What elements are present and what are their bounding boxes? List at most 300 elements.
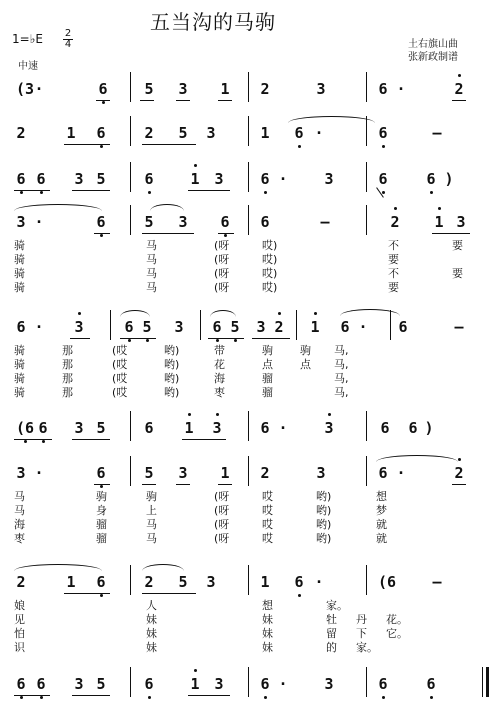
octave-dot-low (40, 191, 43, 194)
bar-line (130, 456, 131, 486)
note: 6 (378, 80, 388, 98)
lyric-syllable: 不 (388, 239, 399, 252)
note: (6 (14, 419, 36, 437)
lyric-syllable: 那 (62, 344, 73, 357)
note: – (432, 573, 442, 591)
lyric-syllable: 枣 (214, 386, 225, 399)
note: 2 (388, 213, 402, 231)
note: 2 (452, 464, 466, 482)
note: 5 (178, 124, 188, 142)
note: 6 (398, 318, 408, 336)
note: 3 (72, 318, 86, 336)
octave-dot-low (100, 594, 103, 597)
note: ) (424, 419, 434, 437)
lyric-syllable: 留 (326, 627, 337, 640)
lyric-syllable: 马 (146, 518, 157, 531)
lyric-syllable: (呀 (214, 490, 230, 503)
lyric-syllable: 哎 (262, 490, 273, 503)
octave-dot-low (264, 696, 267, 699)
lyric-syllable: 下 (356, 627, 367, 640)
lyric-syllable: 妹 (146, 613, 157, 626)
rhythm-underline (14, 695, 50, 696)
rhythm-underline (188, 695, 230, 696)
note: – (454, 318, 464, 336)
rhythm-underline (14, 439, 52, 440)
note: 2 (144, 124, 154, 142)
key-signature: 1=♭E (12, 32, 43, 46)
note: 1 (308, 318, 322, 336)
rhythm-underline (218, 233, 234, 234)
lyric-syllable: 身 (96, 504, 107, 517)
bar-line (130, 667, 131, 697)
note: · (396, 80, 406, 98)
note: 2 (260, 464, 270, 482)
lyric-syllable: 骑 (14, 281, 25, 294)
rhythm-underline (96, 100, 110, 101)
rhythm-underline (120, 338, 156, 339)
lyric-syllable: 哎) (262, 253, 278, 266)
lyric-syllable: 马, (334, 344, 349, 357)
note: 6 (340, 318, 350, 336)
note: 1 (188, 170, 202, 188)
rhythm-underline (142, 233, 194, 234)
octave-dot-high (394, 207, 397, 210)
note: 6 (34, 170, 48, 188)
rhythm-underline (188, 190, 230, 191)
lyric-syllable: 骑 (14, 239, 25, 252)
lyric-syllable: 妹 (146, 627, 157, 640)
note: · (34, 318, 44, 336)
lyric-syllable: 哎) (262, 267, 278, 280)
lyric-syllable: 骑 (14, 253, 25, 266)
octave-dot-high (188, 413, 191, 416)
score-system-8 (0, 573, 500, 654)
octave-dot-low (20, 191, 23, 194)
note: 5 (96, 419, 106, 437)
lyric-syllable: 要 (388, 253, 399, 266)
octave-dot-low (148, 696, 151, 699)
lyric-syllable: 那 (62, 358, 73, 371)
lyric-syllable: 马 (146, 281, 157, 294)
rhythm-underline (208, 338, 244, 339)
note: 5 (96, 170, 106, 188)
octave-dot-low (102, 101, 105, 104)
lyric-syllable: 妹 (262, 641, 273, 654)
note: 5 (144, 464, 154, 482)
slur (376, 455, 458, 462)
rhythm-underline (72, 439, 110, 440)
rhythm-underline (94, 484, 110, 485)
lyric-syllable: 妹 (262, 613, 273, 626)
slur (120, 310, 150, 317)
octave-dot-low (42, 440, 45, 443)
bar-line (130, 205, 131, 235)
lyric-syllable: 驹 (96, 490, 107, 503)
lyric-syllable: 就 (376, 532, 387, 545)
octave-dot-low (382, 696, 385, 699)
lyric-syllable: (呀 (214, 239, 230, 252)
bar-line (130, 116, 131, 146)
slur (210, 310, 236, 317)
lyric-syllable: 哟) (164, 372, 180, 385)
note: 1 (220, 464, 230, 482)
lyric-syllable: 枣 (14, 532, 25, 545)
score-system-6 (0, 419, 500, 439)
note: 3 (324, 170, 334, 188)
note: 6 (292, 124, 306, 142)
lyric-syllable: 哟) (164, 386, 180, 399)
note: 6 (210, 318, 224, 336)
note: 3 (16, 464, 26, 482)
lyric-syllable: 要 (388, 281, 399, 294)
lyric-syllable: 梦 (376, 504, 387, 517)
lyric-syllable: (呀 (214, 281, 230, 294)
score-system-9 (0, 675, 500, 695)
tempo-marking: 中速 (18, 61, 38, 72)
note: 6 (260, 213, 270, 231)
octave-dot-low (40, 696, 43, 699)
note: 5 (140, 318, 154, 336)
note: ) (444, 170, 454, 188)
bar-line (248, 456, 249, 486)
lyric-syllable: 马, (334, 358, 349, 371)
bar-line (366, 565, 367, 595)
lyric-syllable: (呀 (214, 267, 230, 280)
bar-line (248, 667, 249, 697)
note: · (34, 80, 44, 98)
rhythm-underline (142, 144, 196, 145)
bar-line (366, 72, 367, 102)
lyric-syllable: (哎 (112, 386, 128, 399)
note: 6 (424, 170, 438, 188)
octave-dot-high (194, 164, 197, 167)
lyric-syllable: 点 (300, 358, 311, 371)
bar-line (248, 205, 249, 235)
score-system-1 (0, 80, 500, 100)
slur (340, 309, 400, 316)
lyric-syllable: 要 (452, 239, 463, 252)
note: 6 (258, 170, 272, 188)
note: 1 (220, 80, 230, 98)
octave-dot-low (148, 191, 151, 194)
bar-line (248, 116, 249, 146)
lyric-syllable: 马 (146, 267, 157, 280)
octave-dot-low (100, 485, 103, 488)
bar-line (248, 162, 249, 192)
note: 5 (144, 213, 154, 231)
note: 2 (16, 573, 26, 591)
rhythm-underline (252, 338, 290, 339)
octave-dot-low (100, 145, 103, 148)
note: · (278, 170, 288, 188)
lyric-syllable: (哎 (112, 372, 128, 385)
bar-line (110, 310, 111, 340)
slur (14, 564, 102, 571)
lyric-syllable: 就 (376, 518, 387, 531)
note: 6 (94, 464, 108, 482)
slur (14, 204, 102, 211)
lyric-syllable: 人 (146, 599, 157, 612)
octave-dot-low (298, 594, 301, 597)
lyric-syllable: (哎 (112, 358, 128, 371)
lyric-syllable: 骝 (262, 386, 273, 399)
note: 6 (96, 80, 110, 98)
lyric-syllable: 哎 (262, 518, 273, 531)
lyric-syllable: 哟) (316, 490, 332, 503)
lyric-syllable: 海 (214, 372, 225, 385)
bar-line (482, 667, 483, 697)
bar-line (130, 565, 131, 595)
lyric-syllable: 见 (14, 613, 25, 626)
note: 6 (376, 124, 390, 142)
lyric-syllable: 骑 (14, 267, 25, 280)
note: 3 (178, 464, 188, 482)
note: (6 (377, 573, 397, 591)
octave-dot-high (328, 413, 331, 416)
note: · (34, 213, 44, 231)
score-system-5 (0, 318, 500, 399)
lyric-syllable: 骑 (14, 358, 25, 371)
note: 3 (16, 213, 26, 231)
note: 6 (378, 464, 388, 482)
lyric-syllable: 哟) (316, 532, 332, 545)
note: · (314, 573, 324, 591)
bar-line (130, 72, 131, 102)
lyric-syllable: (呀 (214, 253, 230, 266)
note: 3 (174, 318, 184, 336)
note: 3 (74, 675, 84, 693)
rhythm-underline (176, 484, 190, 485)
rhythm-underline (432, 233, 470, 234)
octave-dot-low (24, 440, 27, 443)
lyric-syllable: 娘 (14, 599, 25, 612)
score-system-2 (0, 124, 500, 144)
note: 2 (16, 124, 26, 142)
lyric-syllable: 家。 (356, 641, 378, 654)
slur (142, 564, 184, 571)
lyric-syllable: 妹 (146, 641, 157, 654)
note: 6 (14, 170, 28, 188)
rhythm-underline (140, 100, 154, 101)
note: 1 (182, 419, 196, 437)
rhythm-underline (452, 100, 466, 101)
octave-dot-low (234, 339, 237, 342)
note: 3 (178, 213, 188, 231)
lyric-syllable: 点 (262, 358, 273, 371)
note: 1 (432, 213, 446, 231)
lyric-syllable: 骑 (14, 372, 25, 385)
bar-line (200, 310, 201, 340)
note: · (314, 124, 324, 142)
lyric-syllable: 要 (452, 267, 463, 280)
octave-dot-low (264, 191, 267, 194)
octave-dot-high (458, 458, 461, 461)
octave-dot-low (146, 339, 149, 342)
lyric-syllable: 哎 (262, 504, 273, 517)
rhythm-underline (94, 233, 110, 234)
octave-dot-low (430, 191, 433, 194)
octave-dot-high (278, 312, 281, 315)
octave-dot-low (224, 234, 227, 237)
score-system-4 (0, 213, 500, 294)
note: (3 (15, 80, 35, 98)
octave-dot-low (128, 339, 131, 342)
note: 5 (228, 318, 242, 336)
note: · (34, 464, 44, 482)
lyric-syllable: 哟) (164, 358, 180, 371)
note: 3 (206, 124, 216, 142)
lyric-syllable: 驹 (300, 344, 311, 357)
note: 6 (424, 675, 438, 693)
slur (288, 116, 375, 123)
bar-line (248, 565, 249, 595)
lyric-syllable: 想 (262, 599, 273, 612)
score-system-3 (0, 170, 500, 190)
lyric-syllable: 骑 (14, 386, 25, 399)
rhythm-underline (452, 484, 466, 485)
lyric-syllable: 马, (334, 386, 349, 399)
note: 6 (376, 170, 390, 188)
rhythm-underline (14, 190, 50, 191)
octave-dot-high (216, 413, 219, 416)
octave-dot-low (298, 145, 301, 148)
note: 3 (316, 464, 326, 482)
rhythm-underline (142, 593, 196, 594)
lyric-syllable: 怕 (14, 627, 25, 640)
note: 5 (96, 675, 106, 693)
note: 6 (218, 213, 232, 231)
bar-line (296, 310, 297, 340)
composer-credit (408, 38, 458, 64)
rhythm-underline (72, 190, 110, 191)
bar-line (248, 72, 249, 102)
lyric-syllable: 带 (214, 344, 225, 357)
lyric-syllable: 马 (14, 504, 25, 517)
note: 5 (144, 80, 154, 98)
rhythm-underline (218, 484, 232, 485)
octave-dot-high (438, 207, 441, 210)
rhythm-underline (70, 338, 90, 339)
note: 6 (34, 675, 48, 693)
lyric-syllable: 骝 (96, 518, 107, 531)
lyric-syllable: 丹 (356, 613, 367, 626)
lyric-syllable: 马 (14, 490, 25, 503)
meter-top: 2 (64, 28, 72, 39)
note: · (278, 675, 288, 693)
rhythm-underline (64, 144, 110, 145)
lyric-syllable: 的 (326, 641, 337, 654)
lyric-syllable: 不 (388, 267, 399, 280)
note: 6 (122, 318, 136, 336)
note: 3 (210, 419, 224, 437)
octave-dot-high (458, 74, 461, 77)
meter-bottom: 4 (64, 39, 72, 50)
octave-dot-low (430, 696, 433, 699)
note: – (320, 213, 330, 231)
rhythm-underline (182, 439, 226, 440)
final-bar-line (486, 667, 489, 697)
bar-line (366, 411, 367, 441)
note: 2 (144, 573, 154, 591)
note: 6 (94, 213, 108, 231)
lyric-syllable: 骑 (14, 344, 25, 357)
note: 2 (452, 80, 466, 98)
note: 2 (260, 80, 270, 98)
lyric-syllable: 驹 (262, 344, 273, 357)
note: 6 (292, 573, 306, 591)
lyric-syllable: 家。 (326, 599, 348, 612)
lyric-syllable: 花。 (386, 613, 408, 626)
lyric-syllable: 驹 (146, 490, 157, 503)
note: 3 (74, 170, 84, 188)
note: 3 (214, 170, 224, 188)
rhythm-underline (176, 100, 190, 101)
lyric-syllable: 马 (146, 253, 157, 266)
note: · (396, 464, 406, 482)
lyric-syllable: (呀 (214, 518, 230, 531)
score-system-7 (0, 464, 500, 545)
note: 1 (188, 675, 202, 693)
lyric-syllable: 马 (146, 532, 157, 545)
octave-dot-low (20, 696, 23, 699)
note: 6 (380, 419, 390, 437)
lyric-syllable: 牡 (326, 613, 337, 626)
lyric-syllable: 马 (146, 239, 157, 252)
octave-dot-low (216, 339, 219, 342)
note: 6 (260, 419, 270, 437)
note: 3 (214, 675, 224, 693)
lyric-syllable: (哎 (112, 344, 128, 357)
note: 6 (144, 419, 154, 437)
note: 1 (260, 124, 270, 142)
lyric-syllable: 哟) (164, 344, 180, 357)
song-title: 五当沟的马驹 (150, 10, 276, 34)
note: · (278, 419, 288, 437)
lyric-syllable: 想 (376, 490, 387, 503)
note: 3 (206, 573, 216, 591)
note: 3 (316, 80, 326, 98)
lyric-syllable: 花 (214, 358, 225, 371)
octave-dot-high (314, 312, 317, 315)
lyric-syllable: 哟) (316, 504, 332, 517)
octave-dot-low (382, 145, 385, 148)
note: 3 (456, 213, 466, 231)
lyric-syllable: 妹 (262, 627, 273, 640)
note: 3 (322, 419, 336, 437)
bar-line (130, 411, 131, 441)
note: 1 (66, 124, 76, 142)
lyric-syllable: 哎 (262, 532, 273, 545)
lyric-syllable: 它。 (386, 627, 408, 640)
note: 6 (36, 419, 50, 437)
note: 1 (260, 573, 270, 591)
note: 6 (408, 419, 418, 437)
bar-line (366, 456, 367, 486)
bar-line (130, 162, 131, 192)
lyric-syllable: 哟) (316, 518, 332, 531)
lyric-syllable: 骝 (262, 372, 273, 385)
note: 5 (178, 573, 188, 591)
rhythm-underline (142, 484, 156, 485)
octave-dot-high (78, 312, 81, 315)
rhythm-underline (72, 695, 110, 696)
note: 6 (376, 675, 390, 693)
lyric-syllable: 识 (14, 641, 25, 654)
octave-dot-low (100, 234, 103, 237)
lyric-syllable: 那 (62, 372, 73, 385)
note: 6 (142, 675, 156, 693)
note: 6 (258, 675, 272, 693)
